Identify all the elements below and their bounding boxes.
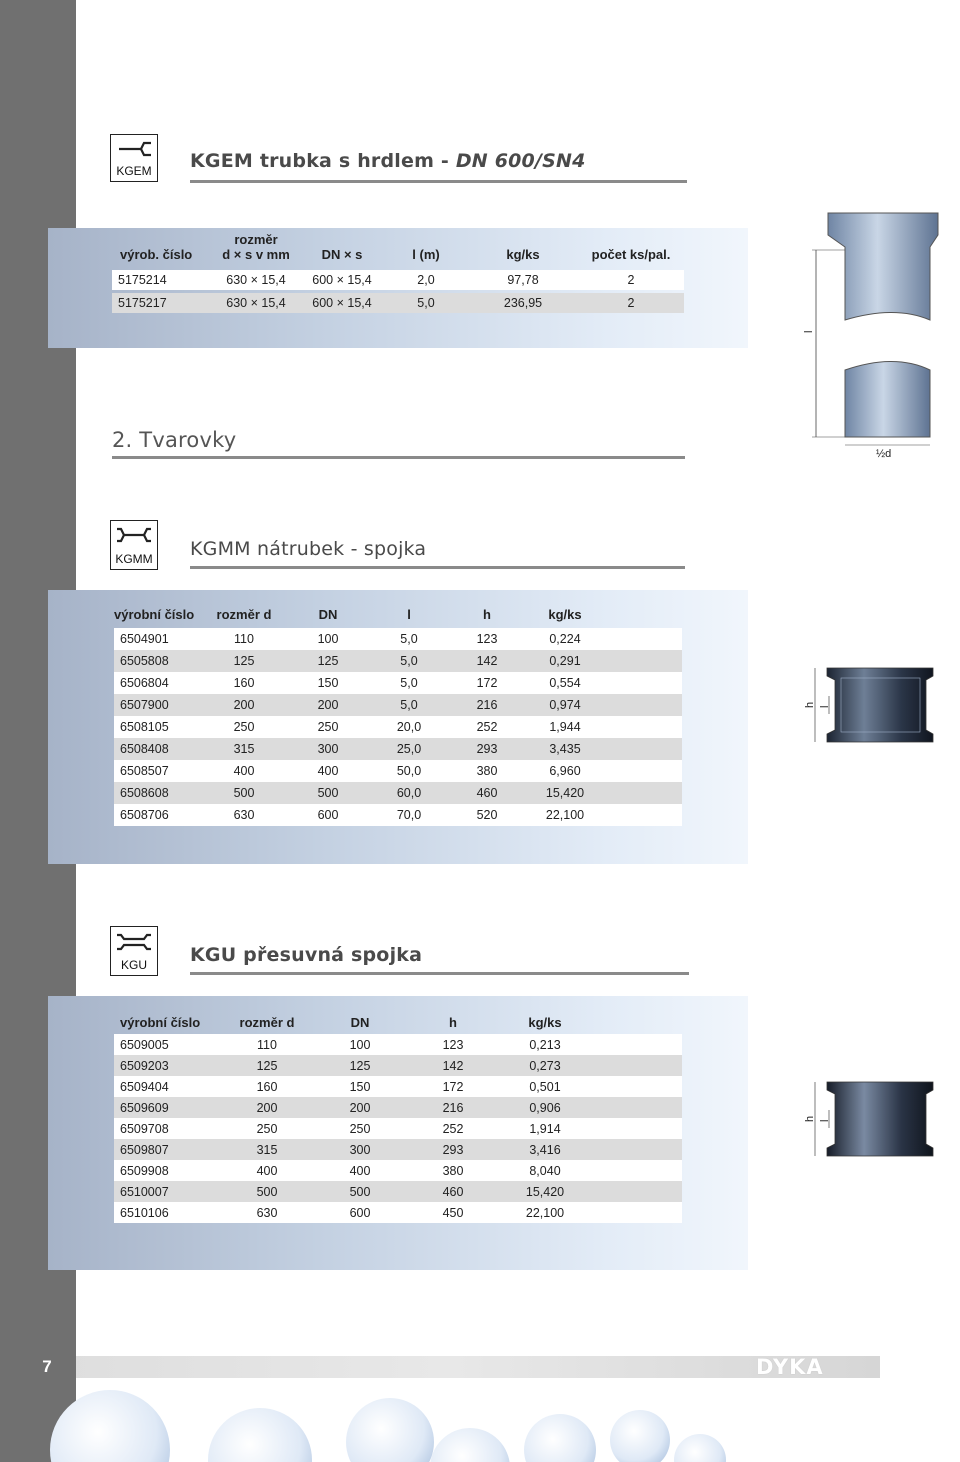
table-cell: 15,420 [498,1181,592,1202]
table-cell: 110 [222,1034,312,1055]
table-row [114,804,682,826]
table-cell: 293 [408,1139,498,1160]
table-cell: 25,0 [370,738,448,760]
table-cell: 460 [408,1181,498,1202]
kgem-col-header: počet ks/pal. [591,247,671,262]
table-cell-empty [592,1076,682,1097]
table-cell: 300 [286,738,370,760]
table-cell: 250 [222,1118,312,1139]
table-cell: 1,944 [526,716,604,738]
footer-bar [18,1356,880,1378]
kgem-title-rule [190,180,687,183]
table-cell: 500 [312,1181,408,1202]
kgmm-l-label: l [819,705,831,708]
decorative-bubbles [0,1380,960,1462]
table-cell: 60,0 [370,782,448,804]
kgem-symbol-icon [110,134,158,182]
kgem-title-italic: DN 600/SN4 [455,150,586,172]
table-cell-empty [604,628,682,650]
table-cell-empty [592,1139,682,1160]
table-cell: 5,0 [370,694,448,716]
table-cell: 400 [202,760,286,782]
table-cell: 200 [222,1097,312,1118]
table-cell: 500 [286,782,370,804]
table-cell: 216 [408,1097,498,1118]
table-cell: 0,501 [498,1076,592,1097]
table-cell: 6509908 [114,1160,222,1181]
table-cell: 0,554 [526,672,604,694]
table-row [114,738,682,760]
table-cell: 142 [408,1055,498,1076]
table-cell: 400 [222,1160,312,1181]
kgmm-col-header: kg/ks [548,607,582,622]
table-cell: 380 [408,1160,498,1181]
kgu-table [114,1010,682,1223]
table-cell: 2,0 [384,270,468,290]
kgu-title-rule [190,972,689,975]
table-row [114,1202,682,1223]
kgu-title: KGU přesuvná spojka [190,944,423,966]
table-cell: 250 [202,716,286,738]
table-cell: 6508706 [114,804,202,826]
table-cell: 5,0 [370,650,448,672]
kgu-col-header: rozměr d [239,1015,295,1030]
kgem-header-row [112,230,684,262]
table-cell: 172 [408,1076,498,1097]
table-cell: 380 [448,760,526,782]
kgem-col-header: DN × s [321,247,363,262]
table-row [114,782,682,804]
kgem-col-header: výrob. číslo [120,247,193,262]
table-cell: 252 [408,1118,498,1139]
table-cell: 5175217 [112,293,212,313]
page-number: 7 [18,1356,76,1378]
kgu-coupling-diagram [795,1072,955,1167]
kgu-col-header: DN [350,1015,370,1030]
kgu-col-header: h [449,1015,457,1030]
table-cell: 300 [312,1139,408,1160]
table-cell: 5,0 [370,672,448,694]
table-cell-empty [592,1202,682,1223]
kgem-half-d-label: ½d [876,448,892,460]
table-cell: 6504901 [114,628,202,650]
table-cell-empty [592,1055,682,1076]
table-cell: 0,224 [526,628,604,650]
table-cell: 1,914 [498,1118,592,1139]
table-cell-empty [592,1181,682,1202]
table-cell: 125 [312,1055,408,1076]
table-cell: 630 × 15,4 [212,293,300,313]
table-row [114,1118,682,1139]
table-cell: 6509404 [114,1076,222,1097]
table-cell: 125 [222,1055,312,1076]
table-cell: 125 [202,650,286,672]
table-row [114,1034,682,1055]
kgu-l-label: l [819,1119,831,1122]
pipe-socket-icon [111,135,157,165]
table-cell: 50,0 [370,760,448,782]
table-cell-empty [592,1097,682,1118]
kgmm-h-label: h [804,701,816,708]
table-cell: 123 [448,628,526,650]
table-row [114,628,682,650]
tvarovky-rule [112,456,685,459]
table-cell: 216 [448,694,526,716]
table-cell: 200 [286,694,370,716]
table-cell: 100 [312,1034,408,1055]
table-cell: 600 [286,804,370,826]
kgem-col-header: kg/ks [506,247,540,262]
table-cell: 250 [286,716,370,738]
table-cell-empty [604,782,682,804]
kgmm-symbol-icon [110,520,158,570]
coupling-icon [111,521,157,551]
table-cell: 200 [312,1097,408,1118]
kgmm-code: KGMM [115,552,153,566]
table-cell: 400 [312,1160,408,1181]
table-cell: 6509203 [114,1055,222,1076]
table-row [112,270,684,290]
kgmm-coupling-diagram [795,658,955,753]
kgem-code: KGEM [116,164,152,178]
table-cell: 200 [202,694,286,716]
table-cell: 22,100 [498,1202,592,1223]
table-cell-empty [604,760,682,782]
table-cell: 110 [202,628,286,650]
kgmm-col-header: rozměr d [216,607,272,622]
table-cell: 3,435 [526,738,604,760]
table-cell: 0,906 [498,1097,592,1118]
table-row [114,1160,682,1181]
table-cell: 600 [312,1202,408,1223]
table-row [114,1097,682,1118]
table-cell: 5175214 [112,270,212,290]
table-cell: 2 [578,293,684,313]
table-cell-empty [604,716,682,738]
kgem-col-header [212,230,300,262]
table-cell: 2 [578,270,684,290]
kgu-code: KGU [120,958,147,972]
kgu-header-row [114,1010,682,1030]
table-cell: 6,960 [526,760,604,782]
table-cell: 315 [222,1139,312,1160]
kgem-length-label: l [803,330,815,333]
table-cell: 100 [286,628,370,650]
kgem-col-header: l (m) [412,247,440,262]
table-cell: 6509609 [114,1097,222,1118]
table-cell: 160 [222,1076,312,1097]
table-row [114,760,682,782]
kgmm-col-header: DN [318,607,338,622]
table-cell: 6507900 [114,694,202,716]
table-cell: 0,273 [498,1055,592,1076]
table-cell-empty [604,804,682,826]
table-cell: 400 [286,760,370,782]
table-cell: 6508608 [114,782,202,804]
table-cell: 20,0 [370,716,448,738]
table-cell: 5,0 [384,293,468,313]
table-row [112,293,684,313]
table-cell: 293 [448,738,526,760]
table-row [114,1181,682,1202]
table-cell: 160 [202,672,286,694]
table-row [114,650,682,672]
table-cell-empty [604,694,682,716]
table-cell-empty [592,1118,682,1139]
table-row [114,716,682,738]
kgmm-table [114,602,682,826]
kgem-title-main: KGEM trubka s hrdlem - [190,150,456,172]
table-row [114,1139,682,1160]
table-cell: 142 [448,650,526,672]
table-row [114,1055,682,1076]
table-cell: 630 × 15,4 [212,270,300,290]
table-cell: 70,0 [370,804,448,826]
table-cell-empty [592,1160,682,1181]
kgem-col-header-line2: d × s v mm [222,247,290,262]
table-cell: 6509807 [114,1139,222,1160]
kgem-title [190,150,586,172]
dyka-logo: DYKA [756,1355,824,1379]
table-cell: 15,420 [526,782,604,804]
slip-coupling-icon [111,927,157,957]
kgmm-title: KGMM nátrubek - spojka [190,538,427,560]
table-cell-empty [592,1034,682,1055]
table-cell: 0,213 [498,1034,592,1055]
table-cell: 252 [448,716,526,738]
table-cell: 315 [202,738,286,760]
kgu-col-header: výrobní číslo [120,1015,201,1030]
table-cell-empty [604,738,682,760]
table-cell: 500 [222,1181,312,1202]
table-row [114,1076,682,1097]
table-cell: 6508105 [114,716,202,738]
tvarovky-heading: 2. Tvarovky [112,428,237,452]
table-cell: 6508408 [114,738,202,760]
table-cell: 6508507 [114,760,202,782]
kgu-col-header: kg/ks [528,1015,562,1030]
table-cell: 600 × 15,4 [300,270,384,290]
table-cell: 125 [286,650,370,672]
table-cell: 460 [448,782,526,804]
kgmm-col-header: výrobní číslo [114,607,195,622]
table-cell: 97,78 [468,270,578,290]
table-cell: 520 [448,804,526,826]
kgem-col-header-line1: rozměr [234,232,278,247]
table-row [114,694,682,716]
kgem-table [112,230,684,313]
table-cell: 6509005 [114,1034,222,1055]
table-cell: 600 × 15,4 [300,293,384,313]
table-cell: 150 [286,672,370,694]
kgem-pipe-diagram [800,205,960,470]
kgmm-col-header: h [483,607,491,622]
table-cell: 150 [312,1076,408,1097]
table-cell: 123 [408,1034,498,1055]
kgu-h-label: h [804,1115,816,1122]
table-cell: 8,040 [498,1160,592,1181]
table-cell: 450 [408,1202,498,1223]
table-cell: 630 [222,1202,312,1223]
table-row [114,672,682,694]
table-cell: 6510106 [114,1202,222,1223]
table-cell: 172 [448,672,526,694]
table-cell: 0,974 [526,694,604,716]
table-cell: 630 [202,804,286,826]
table-cell: 3,416 [498,1139,592,1160]
table-cell: 250 [312,1118,408,1139]
table-cell: 5,0 [370,628,448,650]
table-cell: 500 [202,782,286,804]
table-cell: 236,95 [468,293,578,313]
table-cell: 6505808 [114,650,202,672]
kgmm-title-rule [190,566,685,569]
table-cell: 6506804 [114,672,202,694]
kgmm-col-header: l [407,607,411,622]
kgu-symbol-icon [110,926,158,976]
kgmm-header-row [114,602,682,622]
table-cell-empty [604,650,682,672]
table-cell: 0,291 [526,650,604,672]
table-cell: 22,100 [526,804,604,826]
table-cell: 6510007 [114,1181,222,1202]
table-cell-empty [604,672,682,694]
table-cell: 6509708 [114,1118,222,1139]
